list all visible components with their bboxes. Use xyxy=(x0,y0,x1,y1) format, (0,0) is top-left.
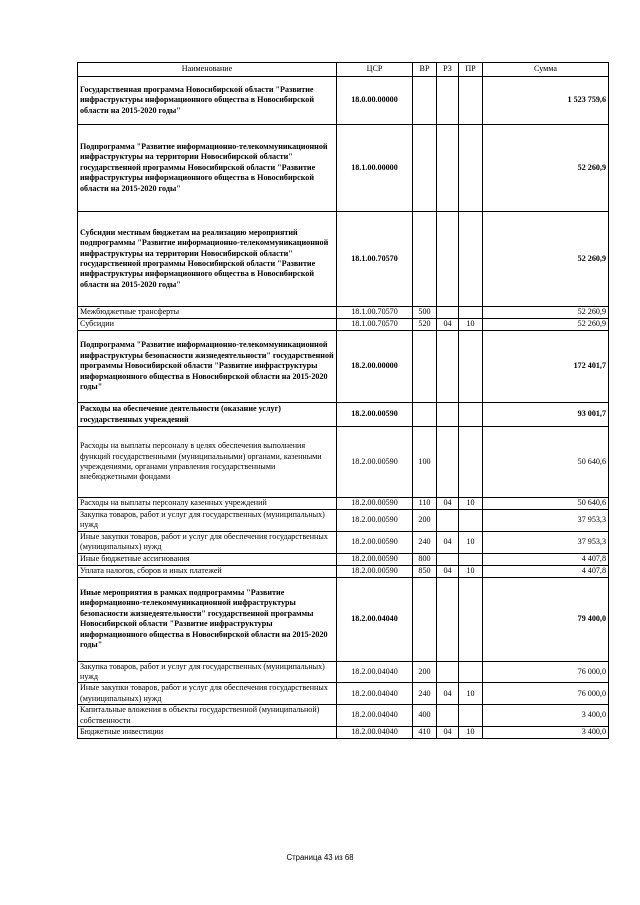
cell-rz xyxy=(437,705,459,727)
cell-csr: 18.2.00.00590 xyxy=(337,403,413,427)
table-row xyxy=(78,727,609,739)
cell-pr xyxy=(459,77,483,125)
cell-name: Закупка товаров, работ и услуг для государственных (муниципальных) нужд xyxy=(78,661,337,683)
cell-rz xyxy=(437,510,459,532)
cell-sum: 93 001,7 xyxy=(483,403,609,427)
cell-sum: 52 260,9 xyxy=(483,125,609,212)
cell-pr xyxy=(459,307,483,319)
cell-name: Бюджетные инвестиции xyxy=(78,727,337,739)
cell-csr: 18.2.00.00590 xyxy=(337,510,413,532)
cell-rz xyxy=(437,212,459,307)
cell-rz: 04 xyxy=(437,531,459,553)
cell-vr: 500 xyxy=(413,307,437,319)
cell-name: Расходы на выплаты персоналу в целях обеспечения выполнения функций государственными (муниципальными) органами, казенными учреждениями, органами управления государственными внебюджетными фондами xyxy=(78,427,337,498)
cell-name: Иные мероприятия в рамках подпрограммы "Развитие информационно-телекоммуникационной инфраструктуры безопасности жизнедеятельности" государственной программы Новосибирской области "Развитие инфраструктуры информационного общества в Новосибирской области на 2015-2020 годы" xyxy=(78,577,337,661)
cell-sum: 4 407,8 xyxy=(483,553,609,565)
table-row xyxy=(78,510,609,532)
cell-csr: 18.1.00.00000 xyxy=(337,125,413,212)
cell-csr: 18.1.00.70570 xyxy=(337,212,413,307)
cell-csr: 18.2.00.04040 xyxy=(337,683,413,705)
header-sum: Сумма xyxy=(483,63,609,77)
table-row xyxy=(78,498,609,510)
cell-sum: 50 640,6 xyxy=(483,498,609,510)
cell-csr: 18.2.00.00590 xyxy=(337,553,413,565)
cell-name: Иные закупки товаров, работ и услуг для обеспечения государственных (муниципальных) нужд xyxy=(78,531,337,553)
table-row xyxy=(78,212,609,307)
cell-pr: 10 xyxy=(459,727,483,739)
cell-name: Уплата налогов, сборов и иных платежей xyxy=(78,565,337,577)
cell-rz xyxy=(437,577,459,661)
cell-csr: 18.2.00.04040 xyxy=(337,577,413,661)
cell-vr: 100 xyxy=(413,427,437,498)
cell-vr xyxy=(413,125,437,212)
cell-pr xyxy=(459,553,483,565)
cell-vr: 850 xyxy=(413,565,437,577)
cell-csr: 18.2.00.00590 xyxy=(337,498,413,510)
cell-rz xyxy=(437,125,459,212)
cell-pr: 10 xyxy=(459,498,483,510)
cell-csr: 18.1.00.70570 xyxy=(337,319,413,331)
cell-rz xyxy=(437,331,459,403)
cell-rz xyxy=(437,403,459,427)
cell-pr: 10 xyxy=(459,319,483,331)
cell-sum: 3 400,0 xyxy=(483,705,609,727)
cell-rz xyxy=(437,553,459,565)
cell-vr: 800 xyxy=(413,553,437,565)
table-row xyxy=(78,403,609,427)
cell-vr: 410 xyxy=(413,727,437,739)
cell-pr xyxy=(459,577,483,661)
table-row xyxy=(78,331,609,403)
table-row xyxy=(78,661,609,683)
cell-rz xyxy=(437,427,459,498)
table-row xyxy=(78,565,609,577)
cell-sum: 52 260,9 xyxy=(483,307,609,319)
cell-vr: 240 xyxy=(413,531,437,553)
cell-sum: 52 260,9 xyxy=(483,319,609,331)
cell-name: Подпрограмма "Развитие информационно-телекоммуникационной инфраструктуры на территории Новосибирской области" государственной программы Новосибирской области "Развитие инфраструктуры информационного общества в Новосибирской области на 2015-2020 годы" xyxy=(78,125,337,212)
cell-csr: 18.2.00.00590 xyxy=(337,565,413,577)
cell-vr xyxy=(413,331,437,403)
cell-name: Расходы на выплаты персоналу казенных учреждений xyxy=(78,498,337,510)
cell-name: Межбюджетные трансферты xyxy=(78,307,337,319)
cell-vr: 400 xyxy=(413,705,437,727)
cell-sum: 4 407,8 xyxy=(483,565,609,577)
cell-csr: 18.2.00.04040 xyxy=(337,727,413,739)
cell-csr: 18.2.00.04040 xyxy=(337,661,413,683)
header-name: Наименование xyxy=(78,63,337,77)
cell-csr: 18.2.00.00590 xyxy=(337,531,413,553)
cell-pr xyxy=(459,705,483,727)
cell-csr: 18.2.00.04040 xyxy=(337,705,413,727)
cell-vr xyxy=(413,577,437,661)
cell-name: Субсидии местным бюджетам на реализацию мероприятий подпрограммы "Развитие информационно-телекоммуникационной инфраструктуры на территории Новосибирской области" государственной программы Новосибирской области "Развитие инфраструктуры информационного общества в Новосибирской области на 2015-2020 годы" xyxy=(78,212,337,307)
cell-pr xyxy=(459,331,483,403)
cell-sum: 37 953,3 xyxy=(483,531,609,553)
cell-vr: 200 xyxy=(413,510,437,532)
cell-name: Капитальные вложения в объекты государственной (муниципальной) собственности xyxy=(78,705,337,727)
table-row xyxy=(78,427,609,498)
cell-rz: 04 xyxy=(437,498,459,510)
cell-name: Субсидии xyxy=(78,319,337,331)
cell-rz xyxy=(437,307,459,319)
header-rz: РЗ xyxy=(437,63,459,77)
cell-pr xyxy=(459,212,483,307)
cell-name: Расходы на обеспечение деятельности (оказание услуг) государственных учреждений xyxy=(78,403,337,427)
cell-vr: 520 xyxy=(413,319,437,331)
cell-pr xyxy=(459,661,483,683)
table-row xyxy=(78,531,609,553)
table-row xyxy=(78,125,609,212)
cell-sum: 50 640,6 xyxy=(483,427,609,498)
cell-vr: 110 xyxy=(413,498,437,510)
table-row xyxy=(78,307,609,319)
cell-pr xyxy=(459,125,483,212)
cell-pr: 10 xyxy=(459,531,483,553)
cell-pr xyxy=(459,427,483,498)
cell-sum: 76 000,0 xyxy=(483,683,609,705)
cell-sum: 172 401,7 xyxy=(483,331,609,403)
cell-sum: 52 260,9 xyxy=(483,212,609,307)
header-pr: ПР xyxy=(459,63,483,77)
cell-pr: 10 xyxy=(459,683,483,705)
table-header-row xyxy=(78,63,609,77)
cell-sum: 37 953,3 xyxy=(483,510,609,532)
cell-csr: 18.2.00.00000 xyxy=(337,331,413,403)
cell-name: Подпрограмма "Развитие информационно-телекоммуникационной инфраструктуры безопасности жизнедеятельности" государственной программы Новосибирской области "Развитие инфраструктуры информационного общества в Новосибирской области на 2015-2020 годы" xyxy=(78,331,337,403)
page-number: Страница 43 из 68 xyxy=(286,853,354,862)
cell-name: Иные бюджетные ассигнования xyxy=(78,553,337,565)
cell-vr xyxy=(413,212,437,307)
cell-csr: 18.0.00.00000 xyxy=(337,77,413,125)
cell-sum: 1 523 759,6 xyxy=(483,77,609,125)
table-row xyxy=(78,683,609,705)
cell-name: Иные закупки товаров, работ и услуг для обеспечения государственных (муниципальных) нужд xyxy=(78,683,337,705)
cell-rz xyxy=(437,661,459,683)
header-vr: ВР xyxy=(413,63,437,77)
cell-csr: 18.2.00.00590 xyxy=(337,427,413,498)
cell-sum: 3 400,0 xyxy=(483,727,609,739)
cell-name: Государственная программа Новосибирской области "Развитие инфраструктуры информационного общества в Новосибирской области на 2015-2020 годы" xyxy=(78,77,337,125)
cell-name: Закупка товаров, работ и услуг для государственных (муниципальных) нужд xyxy=(78,510,337,532)
table-row xyxy=(78,319,609,331)
table-row xyxy=(78,577,609,661)
budget-table xyxy=(77,62,609,739)
cell-vr xyxy=(413,77,437,125)
cell-pr xyxy=(459,510,483,532)
cell-rz: 04 xyxy=(437,727,459,739)
cell-csr: 18.1.00.70570 xyxy=(337,307,413,319)
header-csr: ЦСР xyxy=(337,63,413,77)
cell-vr: 240 xyxy=(413,683,437,705)
cell-vr: 200 xyxy=(413,661,437,683)
cell-rz: 04 xyxy=(437,565,459,577)
cell-sum: 79 400,0 xyxy=(483,577,609,661)
cell-rz: 04 xyxy=(437,683,459,705)
cell-rz: 04 xyxy=(437,319,459,331)
table-body xyxy=(78,77,609,739)
cell-rz xyxy=(437,77,459,125)
cell-vr xyxy=(413,403,437,427)
table-row xyxy=(78,77,609,125)
cell-sum: 76 000,0 xyxy=(483,661,609,683)
table-row xyxy=(78,553,609,565)
cell-pr: 10 xyxy=(459,565,483,577)
table-row xyxy=(78,705,609,727)
cell-pr xyxy=(459,403,483,427)
